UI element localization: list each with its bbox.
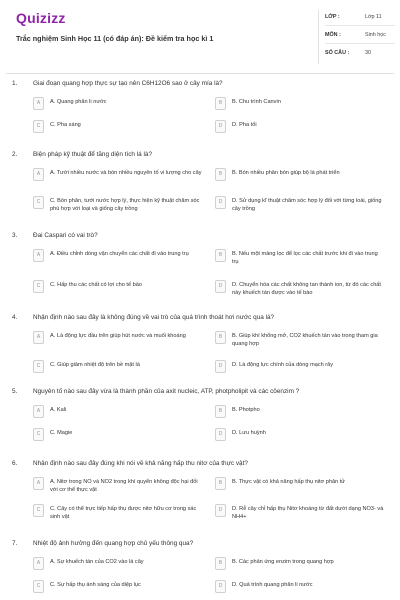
option-text: C. Cây có thể trực tiếp hấp thụ được nitơ hữu cơ trong xác sinh vật xyxy=(50,506,197,520)
option-a[interactable] xyxy=(33,557,205,575)
option-letter-box: C xyxy=(33,280,44,293)
question-text: Biện pháp kỹ thuật để tăng diện tích lá là? xyxy=(33,151,153,158)
option-text: B. Chu trình Canvin xyxy=(232,99,281,105)
question-text: Nhận định nào sau đây là không đúng về vai trò của quá trình thoát hơi nước qua lá? xyxy=(33,314,275,321)
option-text: B. Thực vật có khả năng hấp thụ nitơ phân tử xyxy=(232,479,346,485)
worksheet-header xyxy=(0,0,400,75)
option-letter-box: A xyxy=(33,405,44,418)
option-d[interactable] xyxy=(215,504,387,522)
option-text: B. Các phản ứng enzim trong quang hợp xyxy=(232,559,334,565)
info-value: Lớp 11 xyxy=(365,14,382,20)
option-a[interactable] xyxy=(33,249,205,267)
option-letter-box: B xyxy=(215,249,226,262)
worksheet-title: Trắc nghiệm Sinh Học 11 (có đáp án): Đề kiểm tra học kì 1 xyxy=(16,34,214,43)
option-text: C. Pha sáng xyxy=(50,122,81,128)
option-a[interactable] xyxy=(33,331,205,349)
option-c[interactable] xyxy=(33,120,205,138)
option-text: C. Giúp giảm nhiệt độ trên bề mặt lá xyxy=(50,362,140,368)
option-d[interactable] xyxy=(215,428,387,446)
option-letter-box: D xyxy=(215,196,226,209)
question-text: Nguyên tố nào sau đây vừa là thành phần của axit nucleic, ATP, photpholipit và các côenzim ? xyxy=(33,388,300,395)
option-text: A. Điều chỉnh dòng vận chuyển các chất đi vào trung trụ xyxy=(50,251,189,257)
option-a[interactable] xyxy=(33,168,205,186)
option-a[interactable] xyxy=(33,405,205,423)
option-b[interactable] xyxy=(215,249,387,267)
info-row-class xyxy=(325,10,395,26)
question-text: Giai đoạn quang hợp thực sự tạo nên C6H12O6 sao ở cây mía là? xyxy=(33,80,223,87)
option-letter-box: D xyxy=(215,280,226,293)
option-b[interactable] xyxy=(215,557,387,575)
option-letter-box: D xyxy=(215,360,226,373)
option-letter-box: B xyxy=(215,405,226,418)
option-text: C. Bón phân, tưới nước hợp lý, thực hiện kỹ thuật chăm sóc phù hợp với loại và giống cây trồng xyxy=(50,198,200,212)
option-d[interactable] xyxy=(215,120,387,138)
option-b[interactable] xyxy=(215,331,387,349)
option-b[interactable] xyxy=(215,168,387,186)
option-c[interactable] xyxy=(33,360,205,378)
option-text: C. Magie xyxy=(50,430,73,436)
question-number: 6. xyxy=(12,460,18,467)
option-text: D. Là động lực chính của dòng mạch rây xyxy=(232,362,334,368)
option-a[interactable] xyxy=(33,97,205,115)
option-letter-box: C xyxy=(33,360,44,373)
question-number: 3. xyxy=(12,232,18,239)
question-text: Nhận định nào sau đây đúng khi nói về khả năng hấp thu nitơ của thực vật? xyxy=(33,460,248,467)
option-letter-box: C xyxy=(33,504,44,517)
option-text: C. Hấp thu các chất có lợi cho tế bào xyxy=(50,282,142,288)
question-text: Nhiệt độ ảnh hưởng đến quang hợp chủ yếu thông qua? xyxy=(33,540,194,547)
question-number: 5. xyxy=(12,388,18,395)
option-text: A. Nitơ trong NO và NO2 trong khí quyển không độc hại đối với cơ thể thực vật xyxy=(50,479,198,493)
option-text: B. Nếu một màng lọc để lọc các chất trước khi đi vào trung trụ xyxy=(232,251,378,265)
option-c[interactable] xyxy=(33,504,205,522)
option-c[interactable] xyxy=(33,580,205,598)
option-a[interactable] xyxy=(33,477,205,495)
info-box xyxy=(318,10,395,64)
option-text: D. Lưu huỳnh xyxy=(232,430,266,436)
info-label: LỚP : xyxy=(325,14,340,20)
option-d[interactable] xyxy=(215,580,387,598)
option-letter-box: B xyxy=(215,557,226,570)
option-text: D. Sử dụng kĩ thuật chăm sóc hợp lý đối với từng loài, giống cây trồng xyxy=(232,198,382,212)
option-letter-box: A xyxy=(33,249,44,262)
option-letter-box: A xyxy=(33,477,44,490)
option-text: D. Chuyển hóa các chất không tan thành ion, từ đó các chất này khuếch tán được vào tế bào xyxy=(232,282,381,296)
option-text: B. Photpho xyxy=(232,407,260,413)
question-number: 2. xyxy=(12,151,18,158)
info-value: 30 xyxy=(365,50,371,56)
option-text: B. Giúp khí khổng mở, CO2 khuếch tán vào trong tham gia quang hợp xyxy=(232,333,378,347)
option-d[interactable] xyxy=(215,196,387,214)
quizizz-logo: Quizizz xyxy=(16,10,66,26)
option-letter-box: A xyxy=(33,557,44,570)
question-text: Đai Caspari có vai trò? xyxy=(33,232,98,239)
option-text: A. Sự khuếch tán của CO2 vào lá cây xyxy=(50,559,144,565)
option-letter-box: D xyxy=(215,428,226,441)
option-text: B. Bón nhiều phân bón giúp bộ lá phát triển xyxy=(232,170,340,176)
option-letter-box: C xyxy=(33,428,44,441)
question-number: 7. xyxy=(12,540,18,547)
option-b[interactable] xyxy=(215,97,387,115)
option-text: D. Rễ cây chỉ hấp thụ Nitơ khoáng từ đất dưới dạng NO3- và NH4+ xyxy=(232,506,384,520)
option-letter-box: D xyxy=(215,580,226,593)
option-text: A. Là động lực đầu trên giúp hút nước và muối khoáng xyxy=(50,333,186,339)
option-text: A. Kali xyxy=(50,407,67,413)
info-value: Sinh học xyxy=(365,32,386,38)
option-text: A. Quang phân li nước xyxy=(50,99,107,105)
divider xyxy=(325,25,395,26)
option-d[interactable] xyxy=(215,280,387,298)
divider xyxy=(325,43,395,44)
option-d[interactable] xyxy=(215,360,387,378)
option-letter-box: D xyxy=(215,504,226,517)
option-letter-box: A xyxy=(33,97,44,110)
option-letter-box: B xyxy=(215,331,226,344)
option-b[interactable] xyxy=(215,405,387,423)
option-letter-box: A xyxy=(33,168,44,181)
option-text: D. Quá trình quang phân li nước xyxy=(232,582,313,588)
option-letter-box: B xyxy=(215,97,226,110)
option-b[interactable] xyxy=(215,477,387,495)
option-c[interactable] xyxy=(33,196,205,214)
question-number: 4. xyxy=(12,314,18,321)
option-letter-box: B xyxy=(215,168,226,181)
info-row-count xyxy=(325,46,395,62)
option-letter-box: B xyxy=(215,477,226,490)
question-number: 1. xyxy=(12,80,18,87)
option-letter-box: C xyxy=(33,120,44,133)
option-text: C. Sự hấp thụ ánh sáng của diệp lục xyxy=(50,582,141,588)
option-letter-box: A xyxy=(33,331,44,344)
info-label: MÔN : xyxy=(325,32,341,38)
option-c[interactable] xyxy=(33,280,205,298)
option-letter-box: D xyxy=(215,120,226,133)
option-letter-box: C xyxy=(33,196,44,209)
option-c[interactable] xyxy=(33,428,205,446)
option-text: A. Tưới nhiều nước và bón nhiều nguyên tố vi lượng cho cây xyxy=(50,170,202,176)
info-row-subject xyxy=(325,28,395,44)
option-text: D. Pha tối xyxy=(232,122,257,128)
info-label: SỐ CÂU : xyxy=(325,50,350,56)
header-divider xyxy=(6,73,394,74)
option-letter-box: C xyxy=(33,580,44,593)
